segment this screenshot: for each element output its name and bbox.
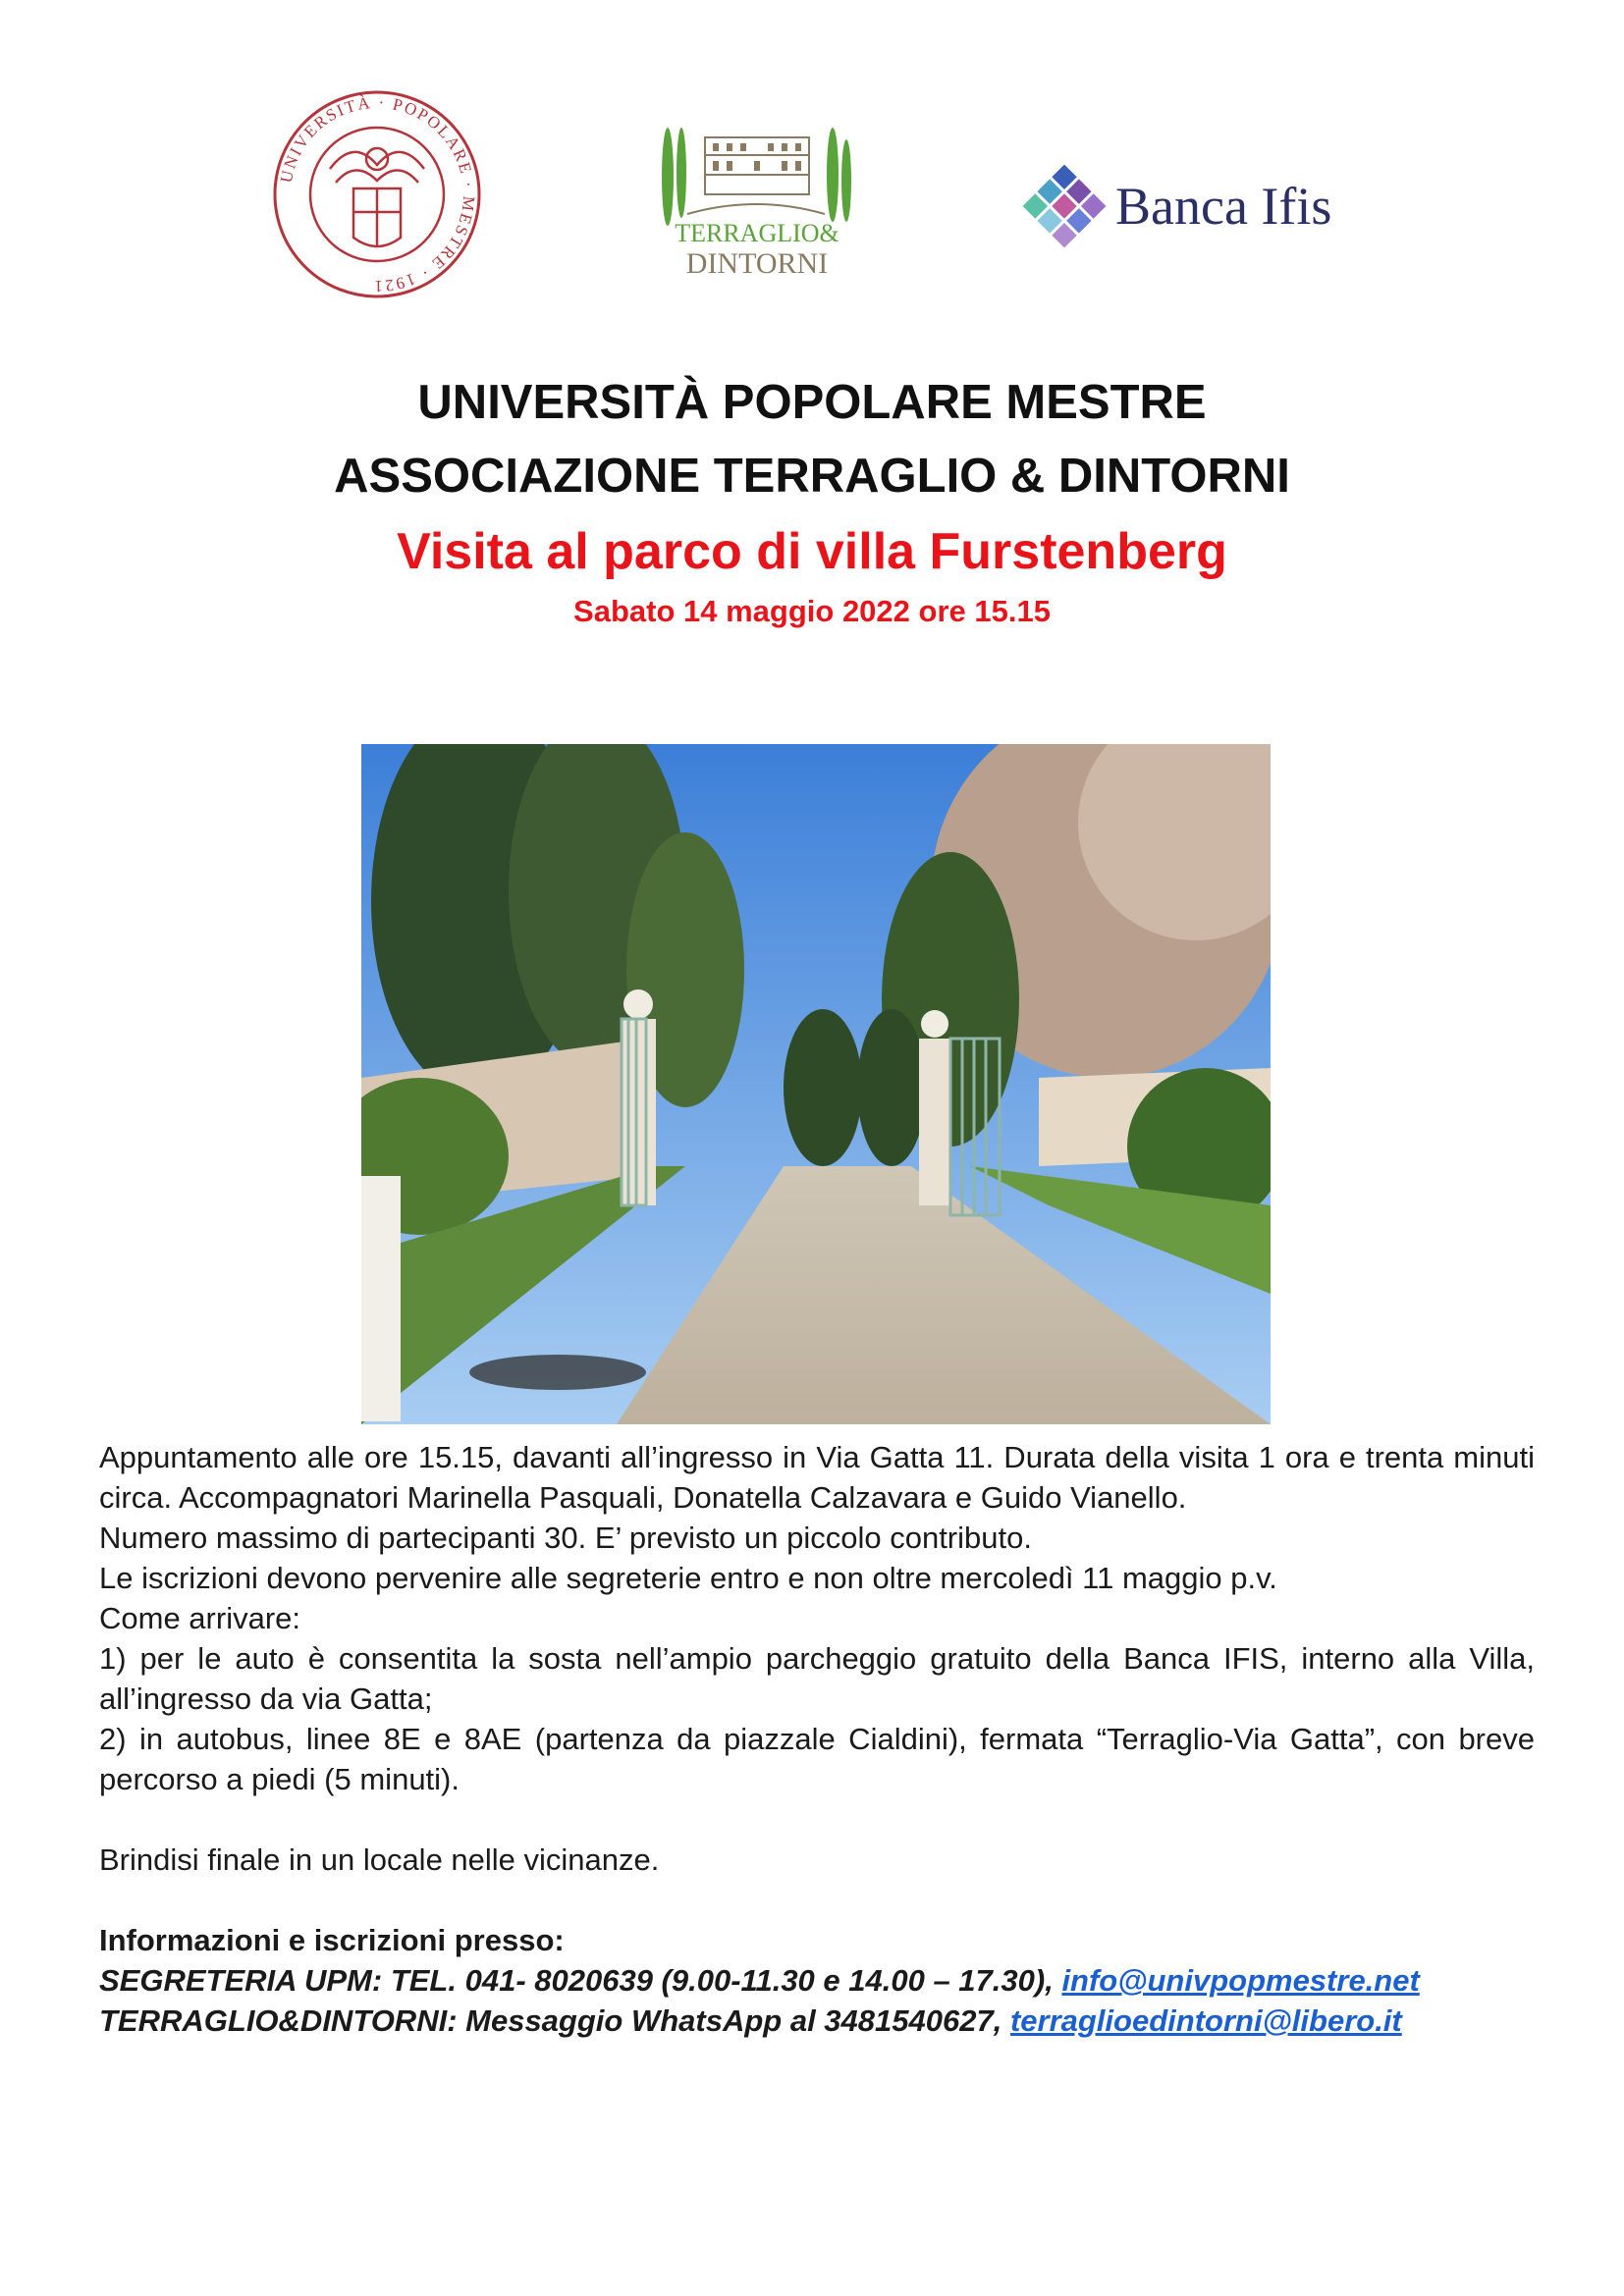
- terraglio-email-link[interactable]: terraglioedintorni@libero.it: [1009, 2003, 1402, 2038]
- universita-popolare-mestre-logo: [267, 90, 487, 298]
- contact-terraglio-text: TERRAGLIO&DINTORNI: Messaggio WhatsApp al 3481540627,: [99, 2003, 1010, 2038]
- terraglio-logo-line2: DINTORNI: [685, 247, 829, 280]
- body-text: [99, 1437, 1535, 2041]
- contact-upm-text: SEGRETERIA UPM: TEL. 041- 8020639 (9.00-11.30 e 14.00 – 17.30),: [99, 1963, 1062, 1998]
- paragraph-toast: Brindisi finale in un locale nelle vicinanze.: [99, 1842, 660, 1877]
- paragraph-participants: Numero massimo di partecipanti 30. E’ previsto un piccolo contributo.: [99, 1521, 1032, 1555]
- event-date: Sabato 14 maggio 2022 ore 15.15: [573, 594, 1051, 628]
- terraglio-logo-line1: TERRAGLIO&: [675, 219, 839, 247]
- contact-terraglio: [99, 2001, 1535, 2041]
- paragraph-by-car: 1) per le auto è consentita la sosta nell’ampio parcheggio gratuito della Banca IFIS, interno alla Villa, all’ingresso da via Gatta;: [99, 1641, 1535, 1716]
- paragraph-appointment: Appuntamento alle ore 15.15, davanti all’ingresso in Via Gatta 11. Durata della visita 1 ora e trenta minuti circa. Accompagnatori Marinella Pasquali, Donatella Calzavara e Guido Vianello.: [99, 1440, 1535, 1515]
- upm-email-link[interactable]: info@univpopmestre.net: [1061, 1963, 1420, 1998]
- paragraph-registration: Le iscrizioni devono pervenire alle segreterie entro e non oltre mercoledì 11 maggio p.v.: [99, 1561, 1277, 1595]
- villa-park-gate-photo: [361, 744, 1271, 1424]
- banca-ifis-logo-text: Banca Ifis: [1115, 177, 1332, 236]
- info-title: Informazioni e iscrizioni presso:: [99, 1923, 565, 1957]
- event-title: Visita al parco di villa Furstenberg: [397, 523, 1227, 580]
- paragraph-directions-title: Come arrivare:: [99, 1601, 300, 1635]
- upm-ring-text: UNIVERSITÀ · POPOLARE · MESTRE · 1921: [276, 92, 479, 296]
- organizer-line-1: UNIVERSITÀ POPOLARE MESTRE: [417, 376, 1207, 429]
- contact-upm: [99, 1960, 1535, 2001]
- paragraph-by-bus: 2) in autobus, linee 8E e 8AE (partenza da piazzale Cialdini), fermata “Terraglio-Via Gatta”, con breve percorso a piedi (5 minuti).: [99, 1722, 1535, 1796]
- terraglio-dintorni-logo: [648, 116, 866, 281]
- organizer-line-2: ASSOCIAZIONE TERRAGLIO & DINTORNI: [334, 450, 1290, 503]
- banca-ifis-logo: [1017, 157, 1335, 255]
